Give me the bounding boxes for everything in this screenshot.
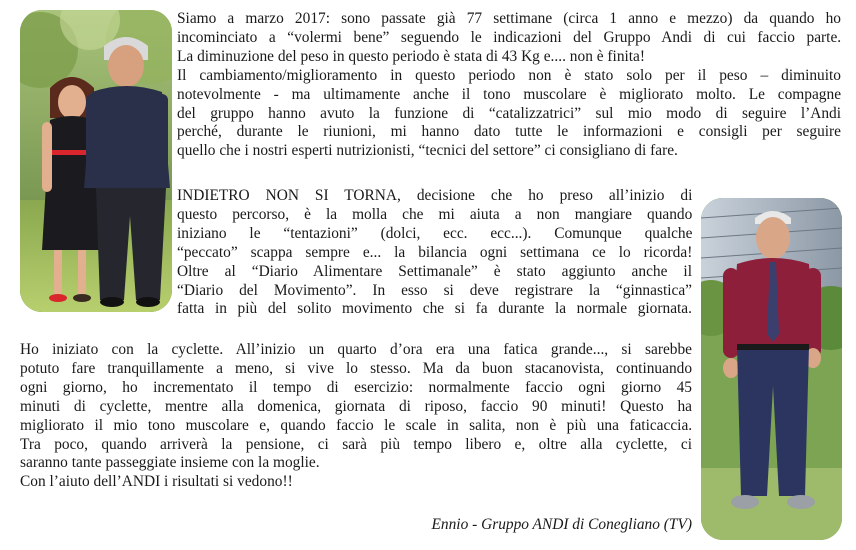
man-photo-illustration [701, 198, 842, 540]
text-line: notevolmente - ma ultimamente anche il tono muscolare è migliorato molto. Le compagne [177, 85, 842, 103]
text-line: incominciato a “volermi bene” seguendo le indicazioni del Gruppo Andi di cui faccio parte. [177, 28, 842, 46]
text-line: quello che i nostri esperti nutrizionisti, “tecnici del settore” ci consigliano di fare. [177, 142, 678, 160]
text-line: Il cambiamento/miglioramento in questo periodo non è stato solo per il peso – diminuito [177, 66, 841, 84]
text-line: INDIETRO NON SI TORNA, decisione che ho preso all’inizio di [177, 187, 693, 204]
text-line: migliorato il mio tono muscolare e, quando faccio le scale in salita, non è più una faticaccia. [20, 416, 693, 434]
paragraph-decision [177, 187, 692, 319]
couple-photo-illustration [20, 10, 172, 312]
text-line: perché, durante le riunioni, mi hanno dato tutte le informazioni e consigli per seguire [177, 123, 841, 141]
text-line: La diminuzione del peso in questo periodo è stata di 43 Kg e.... non è finita! [177, 47, 646, 65]
text-line: Siamo a marzo 2017: sono passate già 77 settimane (circa 1 anno e mezzo) da quando ho [177, 10, 841, 27]
text-line: Oltre al “Diario Alimentare Settimanale” è stato aggiunto anche il [177, 262, 692, 280]
paragraph-intro [177, 10, 841, 161]
couple-photo [20, 10, 172, 312]
text-line: minuti di cyclette, mentre alla domenica, giornata di riposo, faccio 90 minuti! Questo ha [20, 397, 692, 415]
text-line: potuto fare tranquillamente a meno, si vive lo stesso. Ma da buon stacanovista, continuando [20, 359, 693, 377]
text-line: fatta in più del solito movimento che si fa durante la normale giornata. [177, 300, 692, 318]
author-signature: Ennio - Gruppo ANDI di Conegliano (TV) [431, 516, 692, 533]
text-line: saranno tante passeggiate insieme con la moglie. [20, 454, 320, 472]
text-line: Ho iniziato con la cyclette. All’inizio un quarto d’ora era una fatica grande..., si sarebbe [20, 341, 692, 358]
text-line: “Diario del Movimento”. In esso si deve registrare la “ginnastica” [177, 281, 692, 299]
text-line: ogni giorno, ho incrementato il tempo di esercizio: normalmente faccio ogni giorno 45 [20, 378, 692, 396]
text-line: Con l’aiuto dell’ANDI i risultati si vedono!! [20, 473, 293, 491]
text-line: “peccato” scappa sempre e... la bilancia ogni settimana ce lo ricorda! [177, 243, 693, 261]
text-line: iniziano le “tentazioni” (dolci, ecc. ecc...). Comunque qualche [177, 224, 693, 242]
text-line: questo percorso, è la molla che mi aiuta a non mangiare quando [177, 205, 693, 223]
paragraph-exercise [20, 341, 692, 492]
man-photo [701, 198, 842, 540]
text-line: Tra poco, quando arriverà la pensione, ci sarà più tempo libero e, oltre alla cyclette, ci [20, 435, 692, 453]
text-line: del gruppo hanno avuto la funzione di “catalizzatrici” sul mio modo di seguire l’Andi [177, 104, 841, 122]
